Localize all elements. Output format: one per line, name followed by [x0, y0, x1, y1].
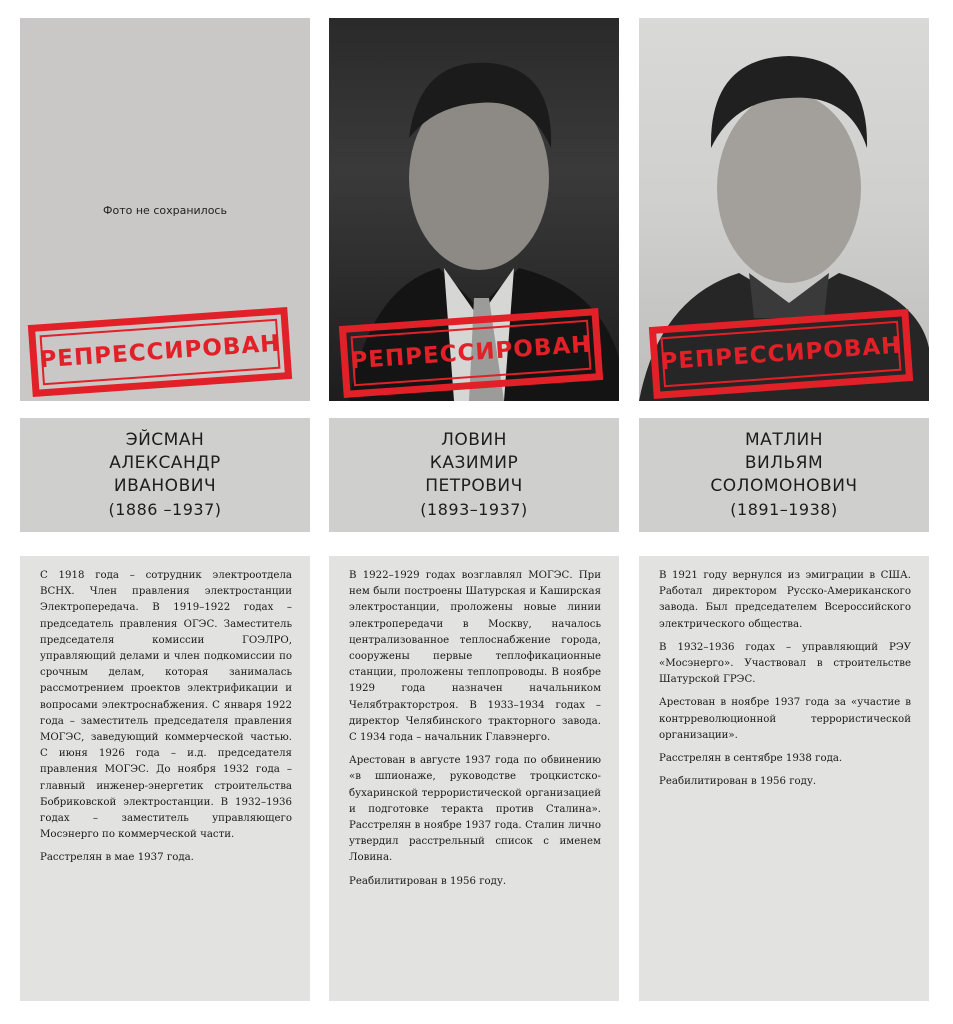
biography [20, 556, 310, 1001]
bio-paragraph: Расстрелян в мае 1937 года. [40, 852, 194, 864]
person-card-lovin [329, 18, 619, 1001]
first-name: КАЗИМИР [429, 453, 519, 473]
name-panel [639, 418, 929, 532]
bio-paragraph: Расстрелян в сентябре 1938 года. [659, 753, 843, 765]
name-panel [329, 418, 619, 532]
biography [639, 556, 929, 1001]
bio-paragraph: Арестован в ноябре 1937 года за «участие в контрреволюционной террористической организации». [659, 697, 911, 741]
patronymic: СОЛОМОНОВИЧ [710, 476, 858, 496]
life-years: (1891–1938) [730, 500, 838, 519]
patronymic: ПЕТРОВИЧ [425, 476, 523, 496]
person-card-matlin [639, 18, 929, 1001]
bio-paragraph: В 1921 году вернулся из эмиграции в США. Работал директором Русско-Американского завода. Был председателем Всероссийского электрического общества. [659, 570, 911, 630]
first-name: АЛЕКСАНДР [109, 453, 221, 473]
bio-paragraph: В 1932–1936 годах – управляющий РЭУ «Мосэнерго». Участвовал в строительстве Шатурской ГРЭС. [659, 641, 911, 686]
portrait-photo [329, 18, 619, 401]
first-name: ВИЛЬЯМ [744, 453, 824, 473]
patronymic: ИВАНОВИЧ [113, 476, 217, 496]
person-card-eisman [20, 18, 310, 1001]
stamp-label: РЕПРЕССИРОВАН [659, 332, 903, 376]
stamp-label: РЕПРЕССИРОВАН [349, 331, 593, 375]
bio-paragraph: В 1922–1929 годах возглавлял МОГЭС. При нем были построены Шатурская и Каширская электростанции, проложены новые линии электропередачи в Москву, началось централизованное теплоснабжение города, сооружены первые теплофикационные станции, проложены теплопроводы. В ноябре 1929 года назначен начальником Челябтракторстроя. В 1933–1934 годах – директор Челябинского тракторного завода. С 1934 года – начальник Главэнерго. [349, 570, 601, 744]
photo-placeholder [20, 18, 310, 401]
surname: ЛОВИН [441, 430, 507, 450]
bio-paragraph: Реабилитирован в 1956 году. [659, 776, 817, 788]
portrait-photo [639, 18, 929, 401]
photo-missing-caption: Фото не сохранилось [103, 204, 227, 217]
life-years: (1893–1937) [420, 500, 528, 519]
name-panel [20, 418, 310, 532]
bio-paragraph: С 1918 года – сотрудник электроотдела ВСНХ. Член правления электростанции Электропередача. В 1919–1922 годах – председатель правления ОГЭС. Заместитель председателя комиссии ГОЭЛРО, управляющий делами и член подкомиссии по срочным делам, которая занималась рассмотрением проектов электрификации и вопросами электроснабжения. С января 1922 года – заместитель председателя правления МОГЭС, заведующий коммерческой частью. С июня 1926 года – и.д. председателя правления МОГЭС. До ноября 1932 года – главный инженер-энергетик строительства Бобриковской электростанции. В 1932–1936 годах – заместитель управляющего Мосэнерго по коммерческой части. [40, 570, 292, 841]
biography [329, 556, 619, 1001]
bio-paragraph: Арестован в августе 1937 года по обвинению «в шпионаже, руководстве троцкистско-бухаринской террористической организацией и подготовке теракта против Сталина». Расстрелян в ноябре 1937 года. Сталин лично утвердил расстрельный список с именем Ловина. [349, 755, 601, 864]
surname: МАТЛИН [745, 430, 823, 450]
stamp-label: РЕПРЕССИРОВАН [38, 330, 282, 374]
repressed-stamp [28, 307, 292, 397]
life-years: (1886 –1937) [108, 500, 222, 519]
bio-paragraph: Реабилитирован в 1956 году. [349, 875, 507, 887]
surname: ЭЙСМАН [125, 430, 205, 450]
